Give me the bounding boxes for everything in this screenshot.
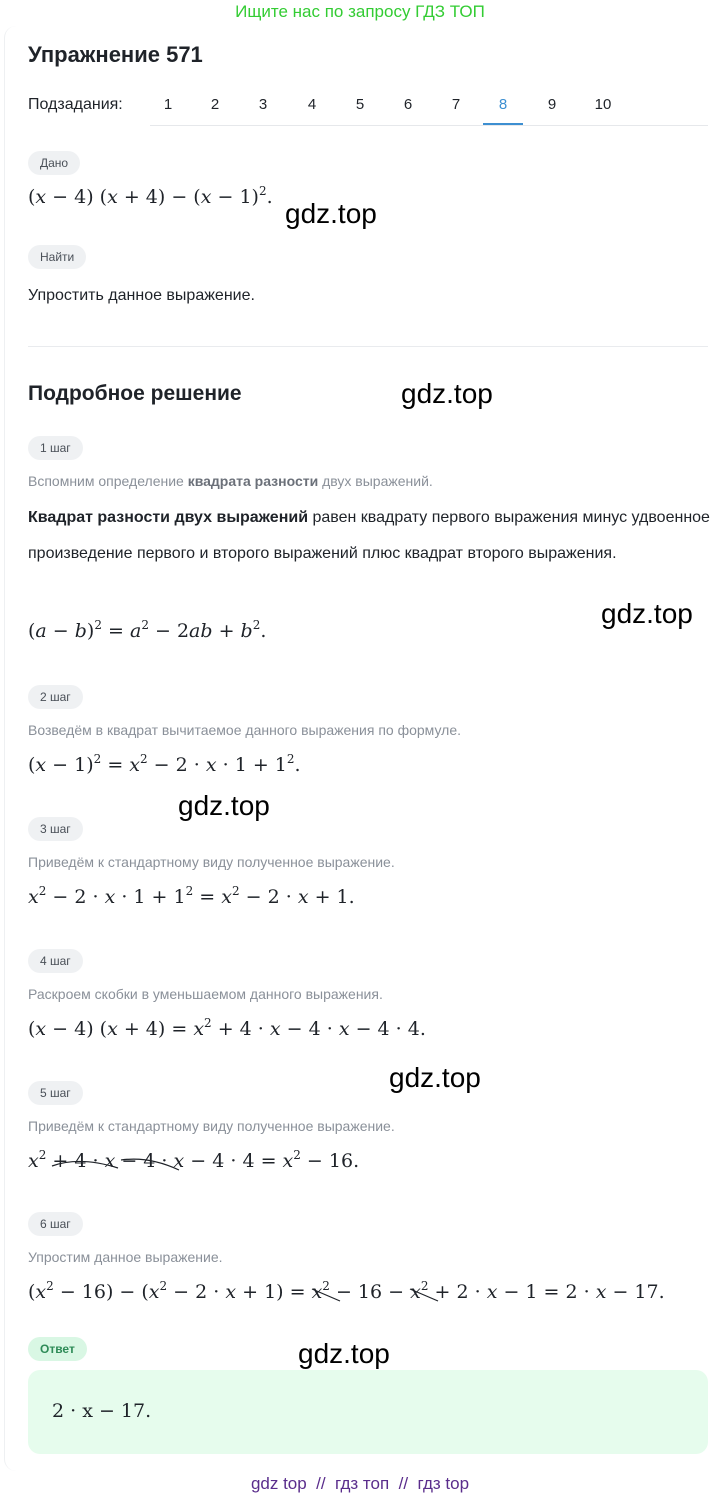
- subtasks-label: Подзадания:: [28, 96, 123, 113]
- step-badge: 1 шаг: [28, 436, 83, 460]
- given-badge: Дано: [28, 151, 80, 175]
- step-formula: $x^2 - 2 \cdot x \cdot 1 + 1^2 = x^2 - 2 \cdot x + 1$.: [28, 884, 355, 908]
- tab-subtask-6[interactable]: 6: [403, 96, 413, 113]
- watermark: gdz.top: [178, 790, 270, 821]
- find-badge: Найти: [28, 245, 86, 269]
- watermark: gdz.top: [401, 378, 493, 409]
- answer-box: [28, 1370, 708, 1454]
- tab-subtask-1[interactable]: 1: [163, 96, 173, 113]
- step-formula: $(a - b)^2 = a^2 - 2ab + b^2$.: [28, 618, 267, 642]
- step-badge: 2 шаг: [28, 685, 83, 709]
- watermark: gdz.top: [285, 198, 377, 229]
- answer-value: 2 · x − 17.: [52, 1400, 152, 1422]
- watermark: gdz.top: [389, 1062, 481, 1093]
- given-expression: (x − 4) $(x + 4) - (x - 1)^2$.: [28, 184, 273, 208]
- step-note: Упростим данное выражение.: [28, 1249, 223, 1265]
- step-note: Возведём в квадрат вычитаемое данного выражения по формуле.: [28, 722, 461, 738]
- subtasks-nav: [28, 90, 708, 126]
- answer-badge: Ответ: [28, 1337, 87, 1361]
- watermark: gdz.top: [601, 598, 693, 629]
- step-formula: $x^2 + 4 \cdot x$ − 4 · x − $4 \cdot 4 = x^2 - 16$.: [28, 1148, 360, 1172]
- step-badge: 3 шаг: [28, 817, 83, 841]
- step-formula: $(x - 1)^2 = x^2 - 2 \cdot x \cdot 1 + 1^2$.: [28, 752, 301, 776]
- divider: [28, 346, 708, 347]
- solution-title: Подробное решение: [28, 382, 242, 405]
- tab-subtask-5[interactable]: 5: [355, 96, 365, 113]
- step-badge: 4 шаг: [28, 949, 83, 973]
- step-formula: (x − 4) $(x + 4) = x^2 + 4 \cdot x - 4 \cdot x - 4 \cdot 4$.: [28, 1016, 426, 1040]
- tab-subtask-7[interactable]: 7: [451, 96, 461, 113]
- step-formula: $(x^2 - 16) - (x^2 - 2 \cdot x + 1) = x^2$ − $16 - x^2$ + 2 · x − 1 = 2 · x − 17.: [28, 1279, 665, 1303]
- step-note: Приведём к стандартному виду полученное выражение.: [28, 1118, 395, 1134]
- tab-subtask-3[interactable]: 3: [258, 96, 268, 113]
- step-note: Раскроем скобки в уменьшаемом данного выражения.: [28, 986, 383, 1002]
- tab-subtask-2[interactable]: 2: [210, 96, 220, 113]
- step-note: Приведём к стандартному виду полученное выражение.: [28, 854, 395, 870]
- find-text: Упростить данное выражение.: [28, 287, 255, 304]
- definition-text: Квадрат разности двух выражений равен квадрату первого выражения минус удвоенное произведение первого и второго выражений плюс квадрат второго выражения.: [28, 509, 710, 562]
- step-note: Вспомним определение квадрата разности двух выражений.: [28, 473, 433, 489]
- footer-links[interactable]: gdz top // гдз топ // гдз top: [250, 1474, 470, 1493]
- subtasks-tabs: [150, 90, 708, 126]
- search-banner[interactable]: Ищите нас по запросу ГДЗ ТОП: [235, 2, 485, 21]
- step-badge: 6 шаг: [28, 1212, 83, 1236]
- tab-subtask-10[interactable]: 10: [594, 96, 612, 113]
- page-title: Упражнение 571: [28, 42, 203, 67]
- watermark: gdz.top: [298, 1338, 390, 1369]
- step-badge: 5 шаг: [28, 1081, 83, 1105]
- tab-subtask-4[interactable]: 4: [307, 96, 317, 113]
- tab-subtask-9[interactable]: 9: [547, 96, 557, 113]
- tab-subtask-8[interactable]: 8: [483, 90, 523, 125]
